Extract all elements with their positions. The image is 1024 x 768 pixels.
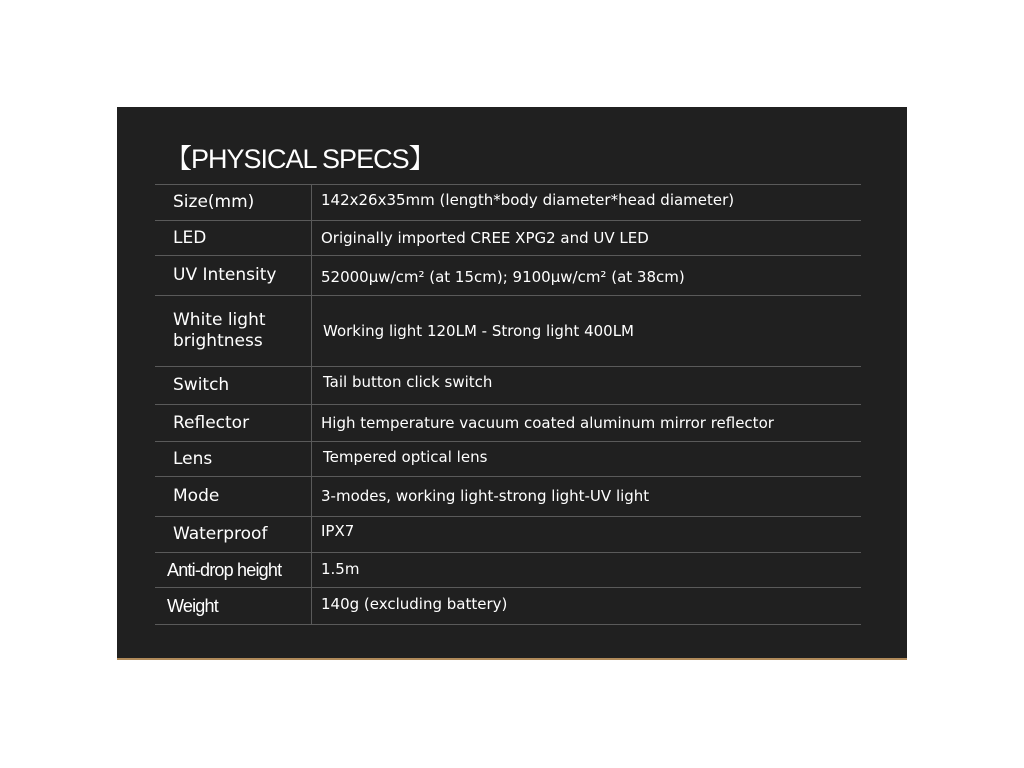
spec-value: Tempered optical lens [323, 448, 488, 466]
spec-label: UV Intensity [155, 256, 312, 295]
spec-value: High temperature vacuum coated aluminum mirror reflector [321, 413, 774, 432]
spec-value: Working light 120LM - Strong light 400LM [323, 321, 634, 340]
spec-row-size [155, 185, 861, 221]
spec-row-reflector [155, 405, 861, 442]
spec-value: 142x26x35mm (length*body diameter*head diameter) [321, 191, 735, 209]
spec-label: Reflector [155, 405, 312, 441]
spec-value: Tail button click switch [323, 373, 493, 391]
page-title: 【PHYSICAL SPECS】 [165, 144, 435, 174]
spec-label: Mode [155, 477, 312, 516]
spec-row-switch [155, 367, 861, 405]
spec-value: IPX7 [321, 522, 355, 540]
spec-row-led [155, 221, 861, 256]
spec-label: Waterproof [155, 517, 312, 552]
spec-row-lens [155, 442, 861, 477]
spec-row-anti-drop-height [155, 553, 861, 588]
spec-value: 3-modes, working light-strong light-UV light [321, 487, 650, 505]
spec-value: 140g (excluding battery) [321, 595, 508, 613]
spec-label: Size(mm) [155, 185, 312, 220]
spec-value: 52000μw/cm² (at 15cm); 9100μw/cm² (at 38cm) [321, 268, 685, 286]
spec-value: Originally imported CREE XPG2 and UV LED [321, 228, 649, 247]
spec-label: Lens [155, 442, 312, 476]
spec-row-white-light-brightness [155, 296, 861, 367]
spec-label: Anti-drop height [155, 553, 312, 587]
specs-table [155, 184, 861, 625]
spec-row-uv-intensity [155, 256, 861, 296]
spec-row-waterproof [155, 517, 861, 553]
spec-label: White light brightness [155, 296, 312, 366]
spec-label: Switch [155, 367, 312, 404]
spec-value: 1.5m [321, 559, 360, 578]
spec-row-weight [155, 588, 861, 625]
spec-label: Weight [155, 588, 312, 624]
specs-panel [117, 107, 907, 660]
spec-label: LED [155, 221, 312, 255]
